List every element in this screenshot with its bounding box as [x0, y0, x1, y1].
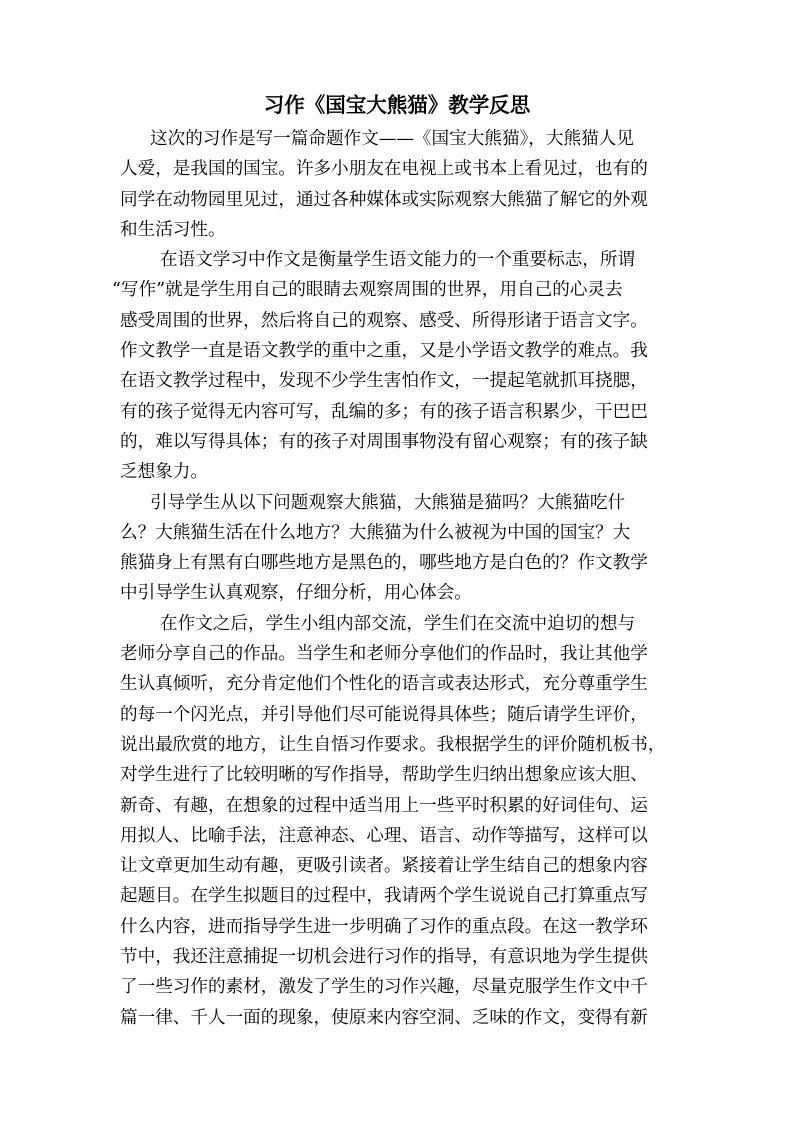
paragraph-4-line-1: 在作文之后，学生小组内部交流，学生们在交流中迫切的想与: [160, 613, 636, 634]
paragraph-2-line-3: 感受周围的世界，然后将自己的观察、感受、所得形诸于语言文字。: [120, 310, 648, 331]
paragraph-4-line-7: 新奇、有趣，在想象的过程中适当用上一些平时积累的好词佳句、运: [120, 795, 648, 816]
paragraph-4-line-6: 对学生进行了比较明晰的写作指导，帮助学生归纳出想象应该大胆、: [120, 765, 648, 786]
paragraph-4-line-8: 用拟人、比喻手法，注意神态、心理、语言、动作等描写，这样可以: [120, 825, 648, 846]
paragraph-4-line-13: 了一些习作的素材，激发了学生的习作兴趣，尽量克服学生作文中千: [120, 977, 648, 998]
paragraph-4-line-9: 让文章更加生动有趣，更吸引读者。紧接着让学生结自己的想象内容: [120, 856, 648, 877]
paragraph-2-line-8: 乏想象力。: [120, 462, 208, 483]
paragraph-3-line-1: 引导学生从以下问题观察大熊猫，大熊猫是猫吗？大熊猫吃什: [150, 492, 626, 513]
paragraph-1-line-4: 和生活习性。: [120, 219, 226, 240]
paragraph-4-line-4: 的每一个闪光点，并引导他们尽可能说得具体些；随后请学生评价，: [120, 704, 648, 725]
paragraph-2-line-4: 作文教学一直是语文教学的重中之重，又是小学语文教学的难点。我: [120, 341, 648, 362]
paragraph-4-line-5: 说出最欣赏的地方，让生自悟习作要求。我根据学生的评价随机板书，: [120, 734, 666, 755]
paragraph-4-line-2: 老师分享自己的作品。当学生和老师分享他们的作品时，我让其他学: [120, 644, 648, 665]
paragraph-1-line-2: 人爱，是我国的国宝。许多小朋友在电视上或书本上看见过，也有的: [120, 159, 648, 180]
document-title: 习作《国宝大熊猫》教学反思: [263, 93, 531, 117]
paragraph-4-line-3: 生认真倾听，充分肯定他们个性化的语言或表达形式，充分尊重学生: [120, 674, 648, 695]
paragraph-4-line-14: 篇一律、千人一面的现象，使原来内容空洞、乏味的作文，变得有新: [120, 1007, 648, 1028]
document-body: [112, 124, 690, 1033]
paragraph-3-line-2: 么？大熊猫生活在什么地方？大熊猫为什么被视为中国的国宝？大: [120, 522, 631, 543]
paragraph-2-line-1: 在语文学习中作文是衡量学生语文能力的一个重要标志，所谓: [160, 250, 636, 271]
paragraph-2-line-6: 有的孩子觉得无内容可写，乱编的多；有的孩子语言积累少，干巴巴: [120, 401, 648, 422]
paragraph-2-line-5: 在语文教学过程中，发现不少学生害怕作文，一提起笔就抓耳挠腮，: [120, 371, 648, 392]
paragraph-4-line-11: 什么内容，进而指导学生进一步明确了习作的重点段。在这一教学环: [120, 916, 648, 937]
paragraph-3-line-3: 熊猫身上有黑有白哪些地方是黑色的，哪些地方是白色的？作文教学: [120, 553, 648, 574]
paragraph-2-line-7: 的，难以写得具体；有的孩子对周围事物没有留心观察；有的孩子缺: [120, 431, 648, 452]
paragraph-4-line-10: 起题目。在学生拟题目的过程中，我请两个学生说说自己打算重点写: [120, 886, 648, 907]
paragraph-4-line-12: 节中，我还注意捕捉一切机会进行习作的指导，有意识地为学生提供: [120, 947, 648, 968]
paragraph-1-line-1: 这次的习作是写一篇命题作文——《国宝大熊猫》，大熊猫人见: [150, 129, 634, 149]
paragraph-3-line-4: 中引导学生认真观察，仔细分析，用心体会。: [120, 583, 472, 604]
paragraph-2-line-2: “写作”就是学生用自己的眼睛去观察周围的世界，用自己的心灵去: [112, 280, 623, 301]
paragraph-1-line-3: 同学在动物园里见过，通过各种媒体或实际观察大熊猫了解它的外观: [120, 189, 648, 210]
